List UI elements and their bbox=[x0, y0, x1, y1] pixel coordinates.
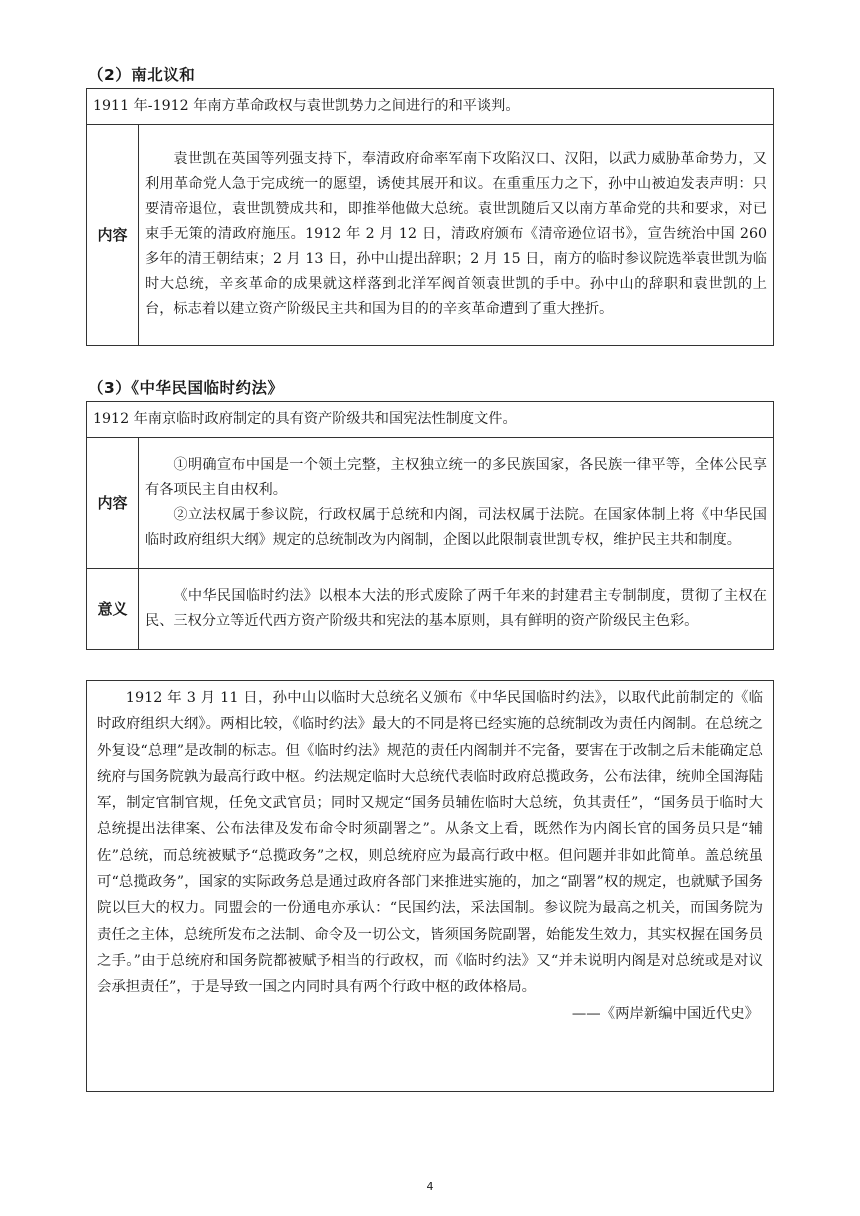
content-label: 内容 bbox=[87, 438, 139, 569]
definition-row bbox=[87, 402, 774, 438]
content-point-1: ①明确宣布中国是一个领土完整，主权独立统一的多民族国家，各民族一律平等，全体公民享有各项民主自由权利。 bbox=[145, 456, 767, 498]
definition-cell: 1911 年-1912 年南方革命政权与袁世凯势力之间进行的和平谈判。 bbox=[87, 89, 774, 125]
significance-cell bbox=[139, 569, 774, 650]
content-paragraph: 袁世凯在英国等列强支持下，奉清政府命率军南下攻陷汉口、汉阳，以武力威胁革命势力，又利用革命党人急于完成统一的愿望，诱使其展开和议。在重重压力之下，孙中山被迫发表声明：只要清帝退位，袁世凯赞成共和，即推举他做大总统。袁世凯随后又以南方革命党的共和要求，对已束手无策的清政府施压。1912 年 2 月 12 日，清政府颁布《清帝逊位诏书》，宣告统治中国 260 多年的清王朝结束；2 月 13 日，孙中山提出辞职；2 月 15 日，南方的临时参议院选举袁世凯为临时大总统，辛亥革命的成果就这样落到北洋军阀首领袁世凯的手中。孙中山的辞职和袁世凯的上台，标志着以建立资产阶级民主共和国为目的的辛亥革命遭到了重大挫折。 bbox=[145, 151, 767, 317]
content-point-2: ②立法权属于参议院，行政权属于总统和内阁，司法权属于法院。在国家体制上将《中华民国临时政府组织大纲》规定的总统制改为内阁制，企图以此限制袁世凯专权，维护民主共和制度。 bbox=[145, 506, 767, 548]
historical-excerpt-box bbox=[86, 680, 774, 1092]
provisional-constitution-table bbox=[86, 401, 774, 650]
significance-paragraph: 《中华民国临时约法》以根本大法的形式废除了两千年来的封建君主专制制度，贯彻了主权在民、三权分立等近代西方资产阶级共和宪法的基本原则，具有鲜明的资产阶级民主色彩。 bbox=[145, 587, 767, 629]
content-row bbox=[87, 438, 774, 569]
definition-row bbox=[87, 89, 774, 125]
section-heading-north-south-talks: （2）南北议和 bbox=[88, 66, 196, 84]
north-south-talks-table bbox=[86, 88, 774, 346]
significance-row bbox=[87, 569, 774, 650]
excerpt-paragraph: 1912 年 3 月 11 日，孙中山以临时大总统名义颁布《中华民国临时约法》，以取代此前制定的《临时政府组织大纲》。两相比较，《临时约法》最大的不同是将已经实施的总统制改为责任内阁制。在总统之外复设“总理”是改制的标志。但《临时约法》规范的责任内阁制并不完备，要害在于改制之后未能确定总统府与国务院孰为最高行政中枢。约法规定临时大总统代表临时政府总揽政务，公布法律，统帅全国海陆军，制定官制官规，任免文武官员；同时又规定“国务员辅佐临时大总统，负其责任”，“国务员于临时大总统提出法律案、公布法律及发布命令时须副署之”。从条文上看，既然作为内阁长官的国务员只是“辅佐”总统，而总统被赋予“总揽政务”之权，则总统府应为最高行政中枢。但问题并非如此简单。盖总统虽可“总揽政务”，国家的实际政务总是通过政府各部门来推进实施的，加之“副署”权的规定，也就赋予国务院以巨大的权力。同盟会的一份通电亦承认：“民国约法，采法国制。参议院为最高之机关，而国务院为责任之主体，总统所发布之法制、命令及一切公文，皆须国务院副署，始能发生效力，其实权握在国务员之手。”由于总统府和国务院都被赋予相当的行政权，而《临时约法》又“并未说明内阁是对总统或是对议会承担责任”，于是导致一国之内同时具有两个行政中枢的政体格局。 bbox=[97, 690, 763, 996]
content-cell bbox=[139, 438, 774, 569]
significance-label: 意义 bbox=[87, 569, 139, 650]
section-heading-provisional-constitution: （3）《中华民国临时约法》 bbox=[88, 379, 284, 397]
page-number: 4 bbox=[426, 1180, 434, 1193]
content-label: 内容 bbox=[87, 125, 139, 346]
content-row bbox=[87, 125, 774, 346]
definition-cell: 1912 年南京临时政府制定的具有资产阶级共和国宪法性制度文件。 bbox=[87, 402, 774, 438]
excerpt-source: ——《两岸新编中国近代史》 bbox=[571, 1005, 759, 1022]
content-cell bbox=[139, 125, 774, 346]
